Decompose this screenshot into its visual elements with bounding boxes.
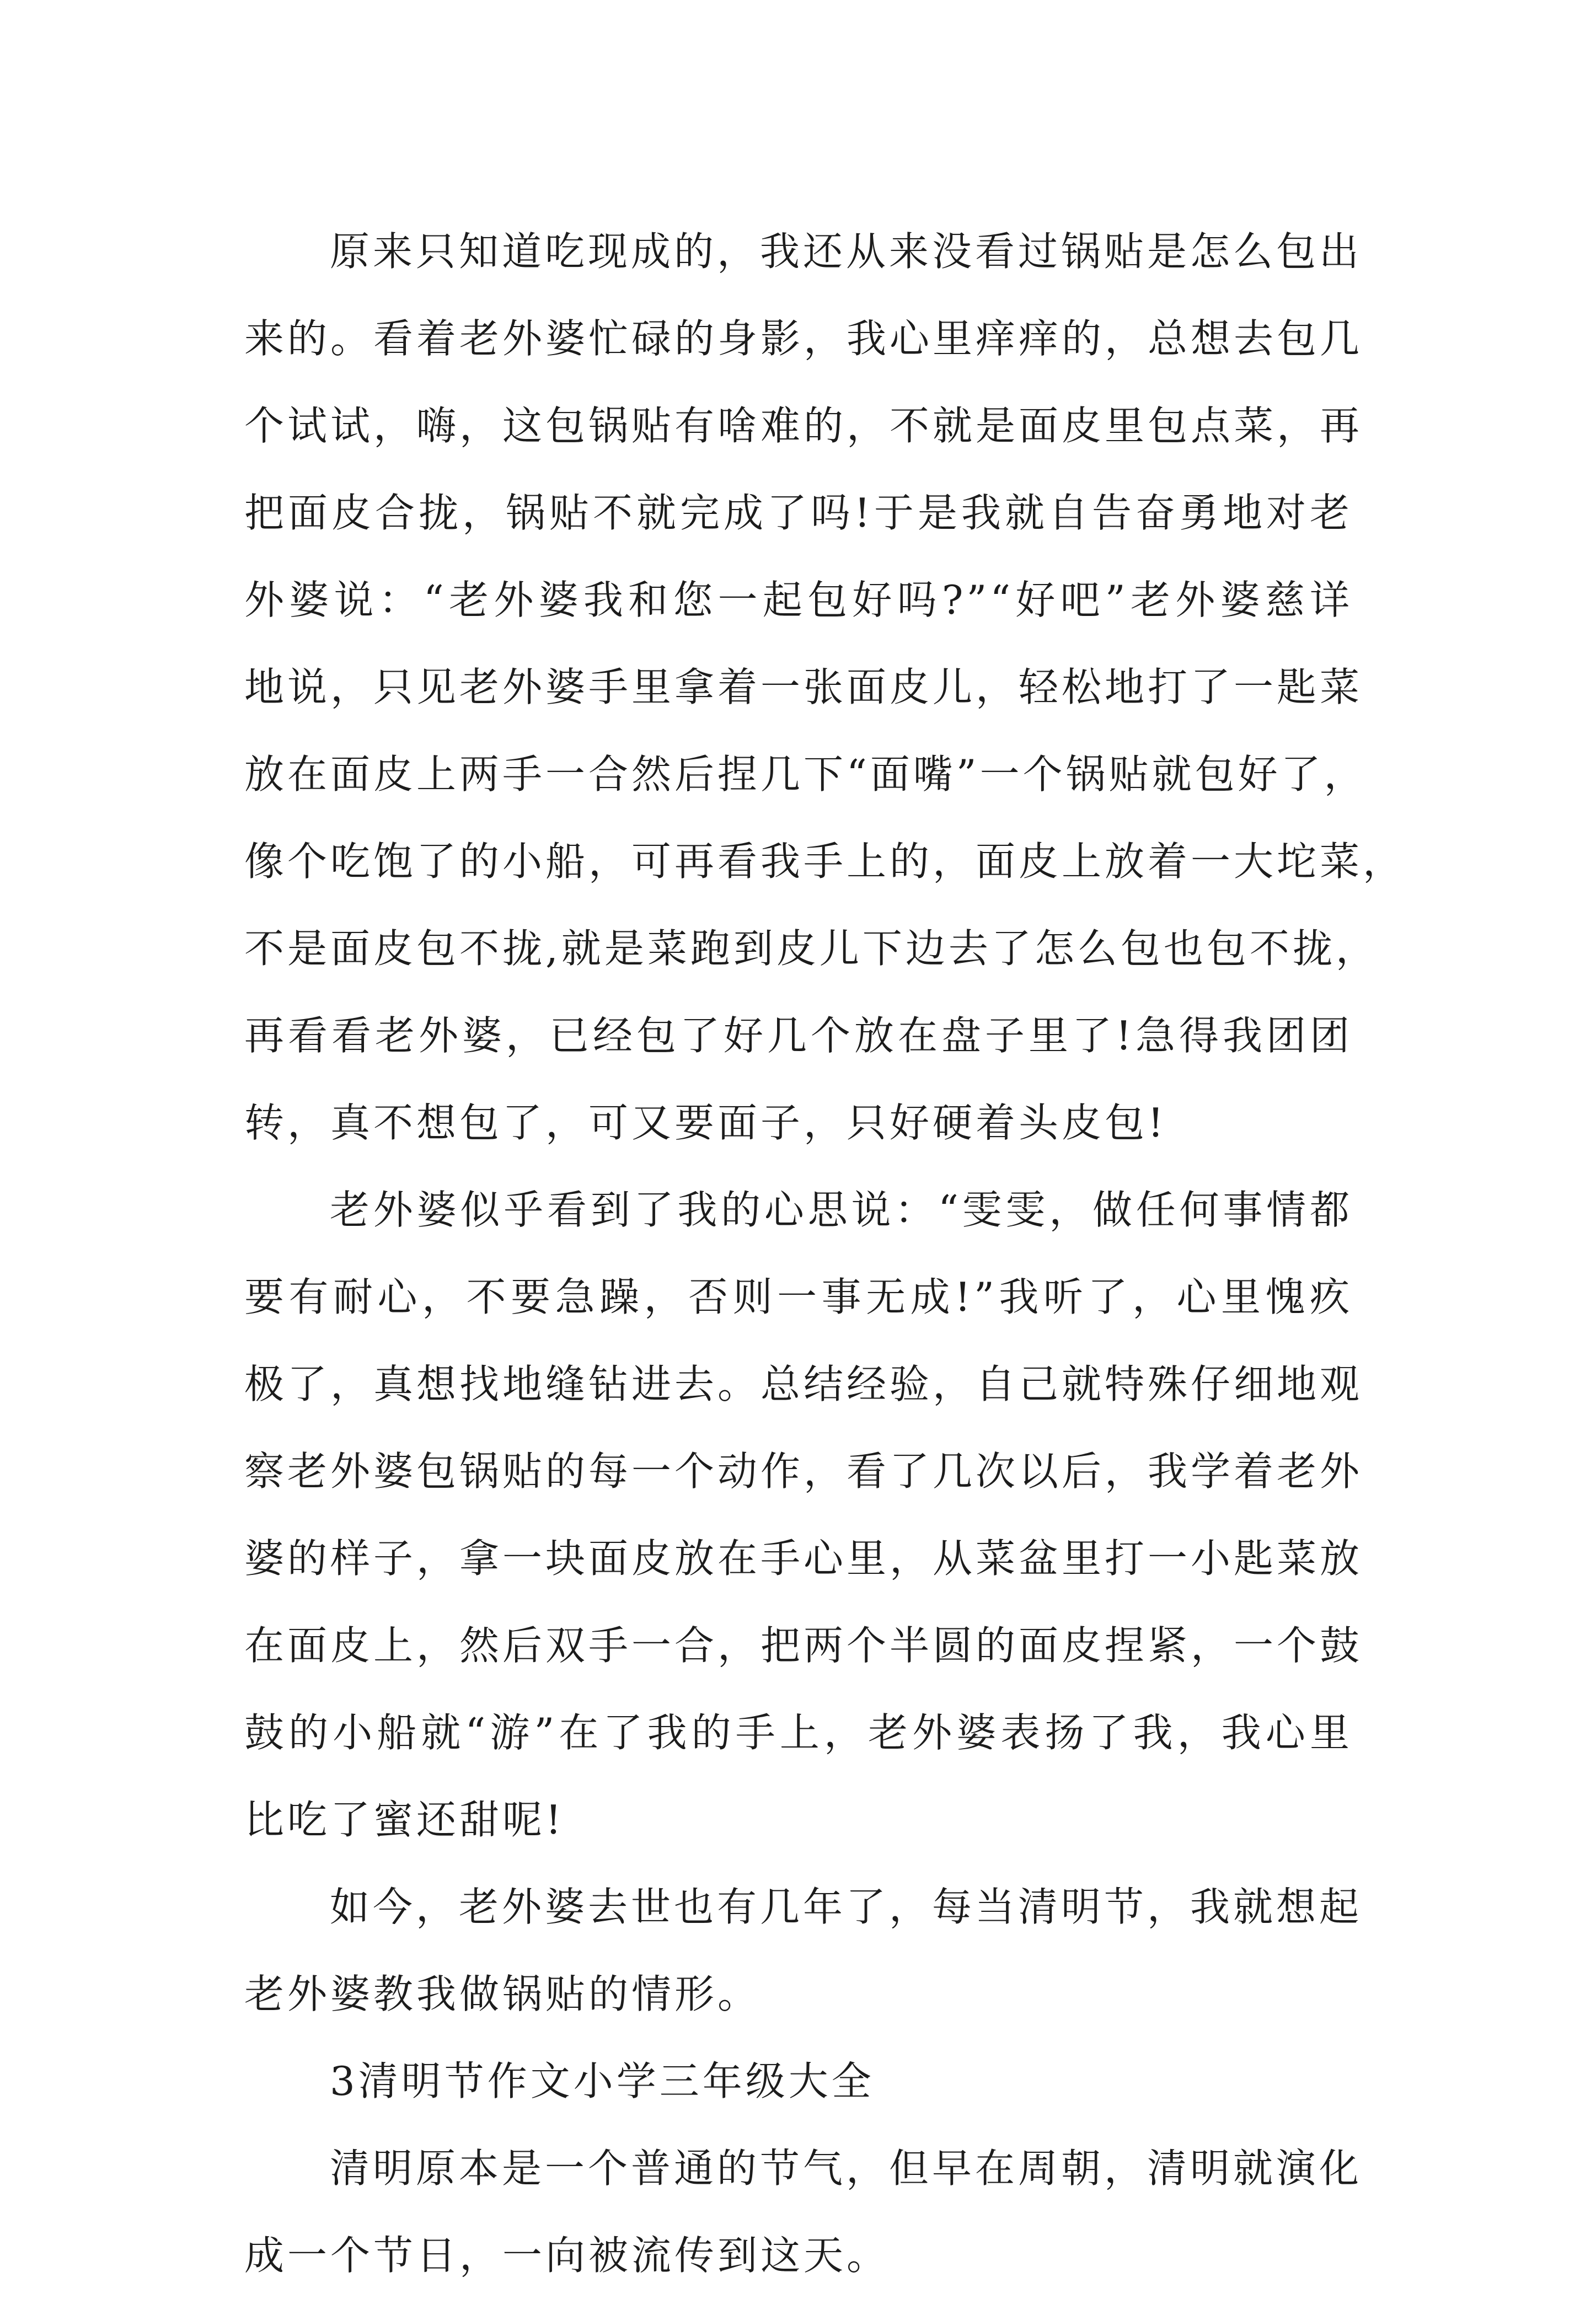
text-line: 外婆说：“老外婆我和您一起包好吗?”“好吧”老外婆慈详 — [244, 577, 1353, 623]
text-line: 老外婆似乎看到了我的心思说：“雯雯，做任何事情都 — [330, 1187, 1353, 1233]
text-line: 不是面皮包不拢,就是菜跑到皮儿下边去了怎么包也包不拢， — [244, 925, 1379, 972]
text-line: 成一个节日，一向被流传到这天。 — [244, 2232, 890, 2279]
text-line: 老外婆教我做锅贴的情形。 — [244, 1971, 761, 2017]
text-line: 地说，只见老外婆手里拿着一张面皮儿，轻松地打了一匙菜 — [244, 664, 1363, 710]
text-line: 要有耐心，不要急躁，否则一事无成!”我听了，心里愧疚 — [244, 1274, 1353, 1320]
text-line: 婆的样子，拿一块面皮放在手心里，从菜盆里打一小匙菜放 — [244, 1535, 1363, 1582]
text-line: 清明原本是一个普通的节气，但早在周朝，清明就演化 — [330, 2145, 1363, 2191]
text-line: 转，真不想包了，可又要面子，只好硬着头皮包! — [244, 1100, 1167, 1146]
text-line: 3清明节作文小学三年级大全 — [330, 2058, 875, 2104]
text-line: 比吃了蜜还甜呢! — [244, 1797, 565, 1843]
body-text — [244, 208, 1406, 2299]
text-line: 如今，老外婆去世也有几年了，每当清明节，我就想起 — [330, 1884, 1363, 1930]
text-line: 放在面皮上两手一合然后捏几下“面嘴”一个锅贴就包好了， — [244, 751, 1367, 797]
text-line: 原来只知道吃现成的，我还从来没看过锅贴是怎么包出 — [330, 228, 1363, 275]
text-line: 来的。看着老外婆忙碌的身影，我心里痒痒的，总想去包几 — [244, 315, 1363, 362]
text-line: 在面皮上，然后双手一合，把两个半圆的面皮捏紧，一个鼓 — [244, 1622, 1363, 1669]
text-line: 像个吃饱了的小船，可再看我手上的，面皮上放着一大坨菜， — [244, 838, 1406, 885]
text-line: 把面皮合拢，锅贴不就完成了吗!于是我就自告奋勇地对老 — [244, 490, 1353, 536]
text-line: 个试试，嗨，这包锅贴有啥难的，不就是面皮里包点菜，再 — [244, 403, 1363, 449]
text-line: 极了，真想找地缝钻进去。总结经验，自己就特殊仔细地观 — [244, 1361, 1363, 1407]
text-line: 察老外婆包锅贴的每一个动作，看了几次以后，我学着老外 — [244, 1448, 1363, 1494]
text-line: 鼓的小船就“游”在了我的手上，老外婆表扬了我，我心里 — [244, 1709, 1353, 1756]
text-line: 再看看老外婆，已经包了好几个放在盘子里了!急得我团团 — [244, 1012, 1353, 1059]
